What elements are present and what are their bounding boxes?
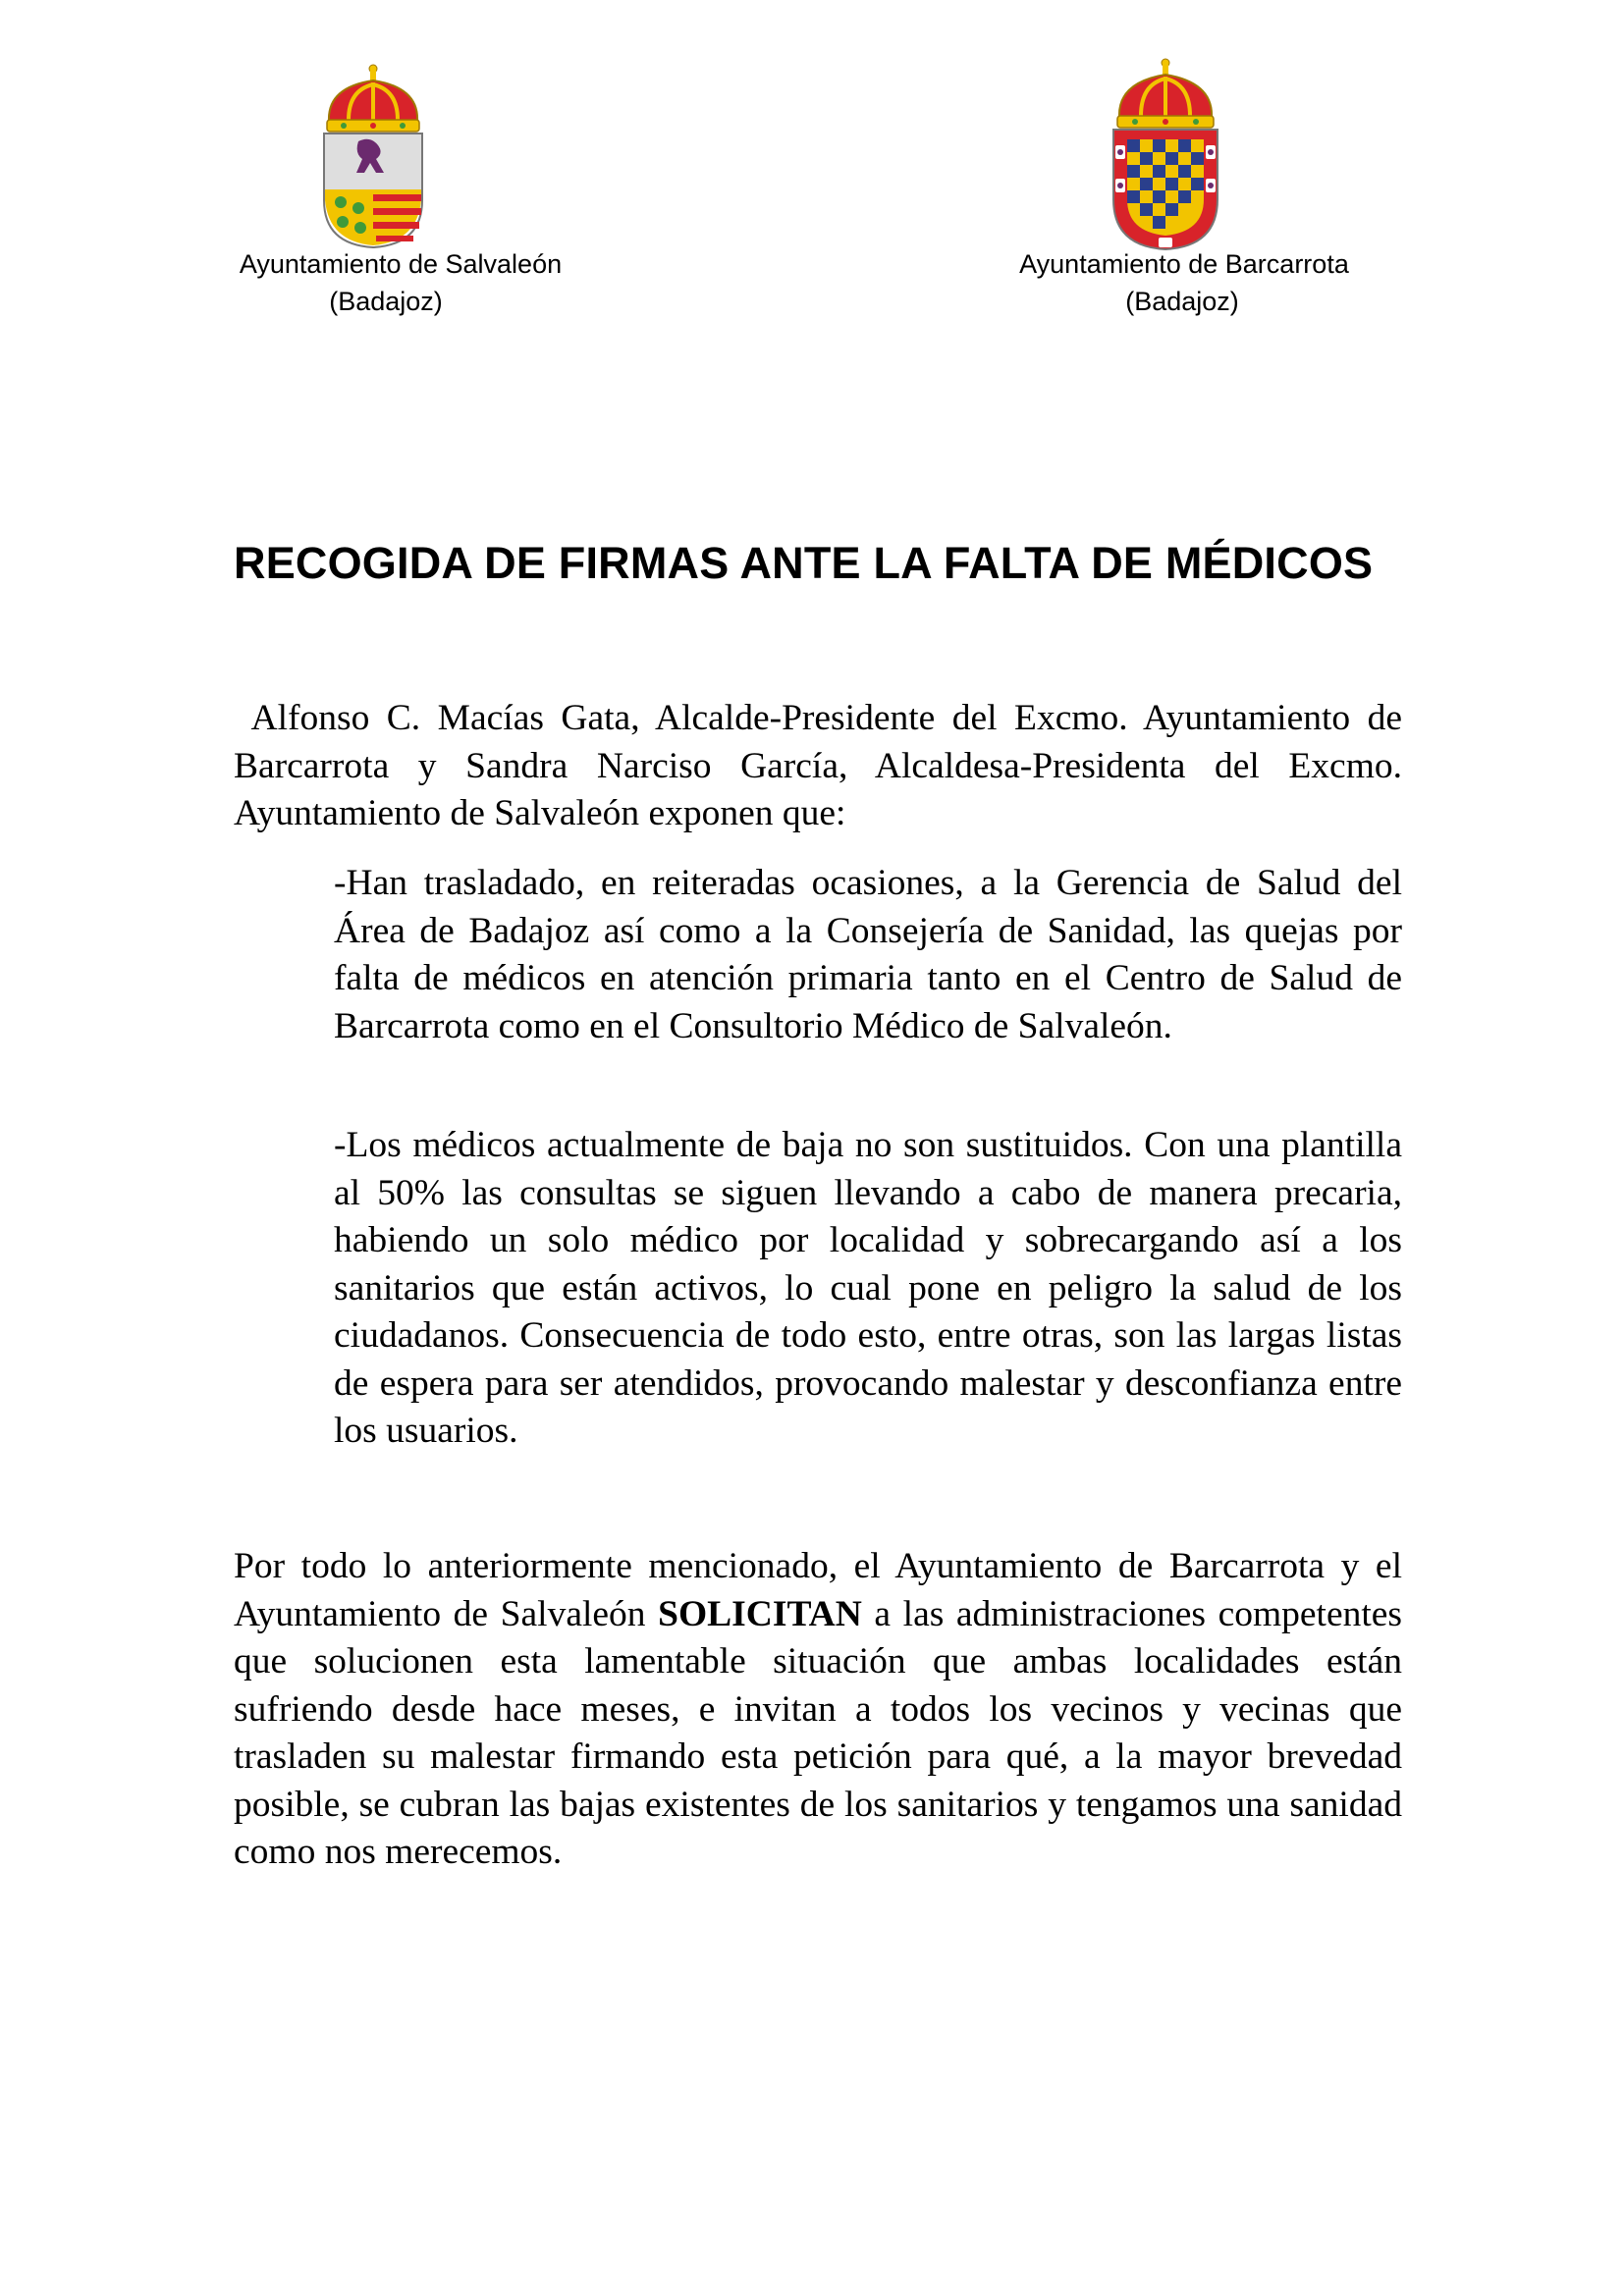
conclusion-text (234, 1543, 1412, 1877)
municipality-name-barcarrota: Ayuntamiento de Barcarrota (1019, 249, 1349, 279)
crown-icon (1117, 59, 1214, 128)
intro-paragraph (234, 695, 1412, 838)
list-item (334, 860, 1402, 1050)
municipality-name-salvaleon: Ayuntamiento de Salvaleón (239, 249, 563, 279)
list-item (334, 1122, 1402, 1456)
list-item-text: -Los médicos actualmente de baja no son sustituidos. Con una plantilla al 50% las consultas se siguen llevando a cabo de manera precaria, habiendo un solo médico por localidad y sobrecargando así a los sanitarios que están activos, lo cual pone en peligro la salud de los ciudadanos. Consecuencia de todo esto, entre otras, son las largas listas de espera para ser atendidos, provocando malestar y desconfianza entre los usuarios. (334, 1125, 1402, 1451)
province-label-left: (Badajoz) (329, 287, 443, 316)
salvaleon-coat-of-arms-icon (319, 63, 427, 249)
conclusion-text-after: a las administraciones competentes que solucionen esta lamentable situación que ambas localidades están sufriendo desde hace meses, e invitan a todos los vecinos y vecinas que trasladen su malestar firmando esta petición para qué, a la mayor brevedad posible, se cubran las bajas existentes de los sanitarios y tengamos una sanidad como nos merecemos. (234, 1593, 1412, 1872)
intro-text: Alfonso C. Macías Gata, Alcalde-Presidente del Excmo. Ayuntamiento de Barcarrota y Sandra Narciso García, Alcaldesa-Presidenta del Excmo. Ayuntamiento de Salvaleón exponen que: (234, 698, 1412, 833)
conclusion-emphasis: SOLICITAN (658, 1593, 862, 1634)
header-left (234, 245, 568, 320)
crown-icon (327, 65, 419, 132)
document-title: RECOGIDA DE FIRMAS ANTE LA FALTA DE MÉDICOS (234, 538, 1374, 588)
header-right (1007, 245, 1361, 320)
conclusion-paragraph (234, 1543, 1412, 1877)
province-label-right: (Badajoz) (1125, 287, 1239, 316)
list-item-text: -Han trasladado, en reiteradas ocasiones, a la Gerencia de Salud del Área de Badajoz así como a la Consejería de Sanidad, las quejas por falta de médicos en atención primaria tanto en el Centro de Salud de Barcarrota como en el Consultorio Médico de Salvaleón. (334, 863, 1402, 1046)
barcarrota-coat-of-arms-icon (1110, 57, 1222, 251)
conclusion-text-before: Por todo lo anteriormente mencionado, el Ayuntamiento de Barcarrota y el Ayuntamiento de Salvaleón (234, 1546, 1410, 1634)
